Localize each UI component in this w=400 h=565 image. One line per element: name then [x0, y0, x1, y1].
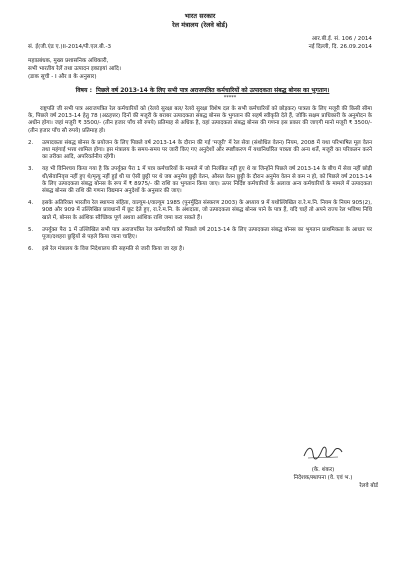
ministry-title: रेल मंत्रालय (रेलवे बोर्ड): [172, 20, 228, 29]
rbe-number: आर.बी.ई. सं. 106 / 2014: [311, 36, 372, 42]
paragraph-text: इसे रेल मंत्रालय के वित्त निदेशालय की सहमति से जारी किया जा रहा है।: [42, 246, 185, 253]
signatory-organisation: रेलवे बोर्ड: [359, 483, 378, 489]
paragraph-5: [28, 227, 372, 241]
letterhead: [28, 12, 372, 29]
paragraph-text: उपर्युक्त पैरा 1 में उल्लिखित सभी पात्र अराजपत्रित रेल कर्मचारियों को पिछले वर्ष 2013-14 के लिए उत्पादकता संबद्ध बोनस का भुगतान प्राथमिकता के आधार पर पूजा/दशहरा छुट्टियों से पहले किया जाना चाहिए।: [42, 226, 372, 241]
paragraph-text: यह भी विनिश्चय किया गया है कि उपर्युक्त पैरा 1 में पात्र कर्मचारियों के मामले में जो निलंबित नहीं हुए थे या जिन्होंने पिछले वर्ष 2013-14 के बीच में सेवा नहीं छोड़ी थी/सेवानिवृत्त नहीं हुए थे/मृत्यु नहीं हुई थी या ऐसी छुट्टी पर थे जब अनुमेय छुट्टी वेतन, औसत वेतन छुट्टी के दौरान अनुमेय वेतन से कम न हो, को पिछले वर्ष 2013-14 के लिए उत्पादकता संबद्ध बोनस के रूप में ₹ 8975/- की राशि का भुगतान किया जाए। ऊपर निर्दिष्ट कर्मचारियों के अलावा अन्य कर्मचारियों के मामले में उत्पादकता संबद्ध बोनस की राशि की गणना विद्यमान अनुदेशों के अनुसार की जाए।: [42, 166, 372, 195]
addressee-line-2: सभी भारतीय रेलें तथा उत्पादन इकाइयां आदि।: [28, 66, 121, 72]
paragraph-number: 4.: [28, 200, 34, 207]
signatory-designation: निदेशक/स्थापना (वे. एवं भ.): [293, 475, 353, 481]
signature-block: [268, 440, 378, 490]
paragraph-1: राष्ट्रपति जी सभी पात्र अराजपत्रित रेल कर्मचारियों को (रेलवे सुरक्षा बल/ रेलवे सुरक्षा विशेष दल के सभी कर्मचारियों को छोड़कर) पात्रता के लिए मजूरी की किसी सीमा के, पिछले वर्ष 2013-14 हेतु 78 (अठहत्तर) दिनों की मजूरी के बराबर उत्पादकता संबद्ध बोनस के भुगतान की सहर्ष स्वीकृति देते हैं, जोकि सक्षम प्राधिकारी के अनुमोदन के अधीन होगा। जहां मजूरी ₹ 3500/- (तीन हजार पाँच सौ रुपये) प्रतिमाह से अधिक है, वहां उत्पादकता संबद्ध बोनस की गणना इस प्रकार की जाएगी मानो मजूरी ₹ 3500/- (तीन हजार पाँच सौ रुपये) प्रतिमाह हो।: [28, 106, 372, 134]
government-title: भारत सरकार: [184, 12, 216, 20]
subject-line: [28, 87, 372, 95]
file-number: सं. ई(जी.एंड ए.)II-2014/पी.एल.बी.-3: [28, 44, 112, 50]
subject-text: पिछले वर्ष 2013-14 के लिए सभी पात्र अराजपत्रित कर्मचारियों को उत्पादकता संबद्ध बोनस का भुगतान।: [96, 87, 330, 94]
rbe-block: [309, 35, 372, 51]
subject-label: विषय :: [75, 87, 92, 94]
paragraph-number: 6.: [28, 246, 34, 253]
reference-row: [28, 35, 372, 51]
signatory-name: (के. शंकर): [311, 467, 335, 473]
paragraph-4: [28, 200, 372, 222]
paragraph-text: उत्पादकता संबद्ध बोनस के प्रयोजन के लिए पिछले वर्ष 2013-14 के दौरान की गई 'मजूरी' में रेल सेवा (संशोधित वेतन) नियम, 2008 में यथा परिभाषित मूल वेतन तथा महंगाई भत्ता शामिल होगा। इस मंत्रालय के समय-समय पर जारी किए गए अनुदेशों और स्पष्टीकरण में यथानिर्धारित पात्रता की अन्य शर्तें, मजूरी का परिकलन करने का तरीका आदि, अपरिवर्तनीय रहेंगी।: [42, 139, 372, 161]
issue-date: नई दिल्ली, दि. 26.09.2014: [308, 44, 372, 50]
subject-separator: *****: [223, 95, 237, 101]
paragraph-3: [28, 166, 372, 195]
paragraph-number: 5.: [28, 226, 34, 233]
handwritten-signature-icon: [268, 440, 378, 462]
paragraph-number: 3.: [28, 166, 34, 173]
paragraph-text: इसके अतिरिक्त भारतीय रेल स्थापना संहिता, वाल्यूम-I/वाल्यूम 1985 (पुनर्मुद्रित संस्करण 2003) के अध्याय 9 में यथोल्लिखित रा.रे.म.नि. नियम के नियम 905(2), 908 और 909 में उल्लिखित प्रावधानों में छूट देते हुए, रा.रे.म.नि. के अंशदाता, जो उत्पादकता संबद्ध बोनस पाने के पात्र हैं, यदि चाहें तो अपने राज्य रेल भविष्य निधि खाते में, बोनस के आंशिक स्वैच्छिक पूर्ण अथवा आंशिक राशि जमा करा सकते हैं।: [42, 200, 372, 221]
paragraph-2: [28, 140, 372, 162]
addressee-block: [28, 57, 372, 81]
addressee-line-1: महाप्रबंधक, मुख्य प्रशासनिक अधिकारी,: [28, 58, 109, 64]
paragraph-number: 2.: [28, 139, 34, 146]
paragraph-6: [28, 246, 372, 253]
addressee-line-3: (डाक सूची - I और II के अनुसार): [28, 74, 97, 80]
